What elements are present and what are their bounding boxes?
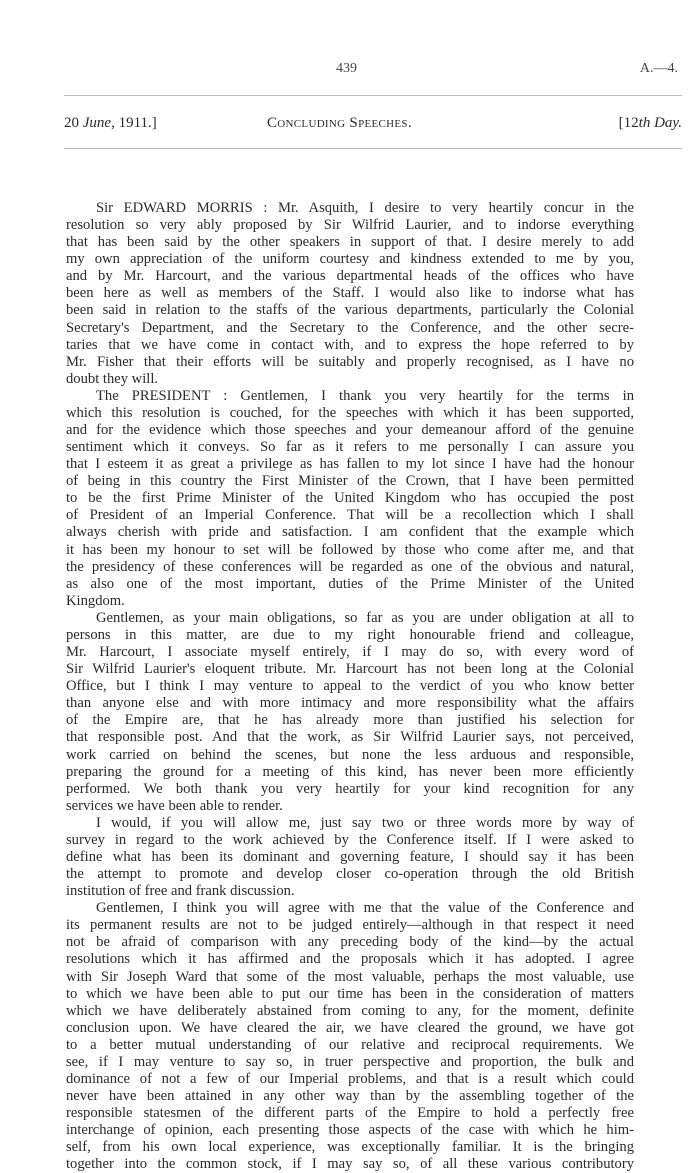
paragraph: [66, 610, 634, 815]
text-line: always cherish with pride and satisfaction. I am confident that the example which: [66, 524, 634, 541]
text-line: and by Mr. Harcourt, and the various departmental heads of the offices who have: [66, 268, 634, 285]
text-line: to be the first Prime Minister of the United Kingdom who has occupied the post: [66, 490, 634, 507]
text-line: interchange of opinion, each presenting those aspects of the case with which he him-: [66, 1122, 634, 1139]
text-line: the presidency of these conferences will be regarded as one of the obvious and natural,: [66, 558, 634, 575]
text-line: Gentlemen, as your main obligations, so far as you are under obligation at all to: [96, 609, 634, 626]
text-line: resolution so very ably proposed by Sir Wilfrid Laurier, and to indorse everything: [66, 217, 634, 234]
text-line: of being in this country the First Minister of the Crown, that I have been permitted: [66, 473, 634, 490]
text-line: Sir Wilfrid Laurier's eloquent tribute. Mr. Harcourt has not been long at the Colonial: [66, 661, 634, 678]
text-line: Sir EDWARD MORRIS : Mr. Asquith, I desire to very heartily concur in the: [96, 200, 634, 216]
text-line: sentiment which it conveys. So far as it refers to me personally I can assure you: [66, 439, 634, 456]
running-head-date: [64, 115, 157, 132]
header-rule-bottom: [64, 148, 682, 149]
text-line: to which we have been able to put our time has been in the consideration of matters: [66, 985, 634, 1002]
day-word: Day.: [650, 115, 682, 131]
text-line: services we have been able to render.: [66, 797, 283, 814]
running-head: [64, 115, 682, 135]
paper-reference: A.—4.: [639, 61, 678, 76]
page-number: 439: [336, 61, 357, 76]
text-line: that I esteem it as great a privilege as has fallen to my lot since I have had the honour: [66, 456, 634, 473]
text-line: persons in this matter, are due to my right honourable friend and colleague,: [66, 626, 634, 643]
running-head-day: [619, 115, 682, 132]
text-line: self, from his own local experience, was exceptionally familiar. It is the bringing: [66, 1139, 634, 1156]
text-line: that responsible post. And that the work, as Sir Wilfrid Laurier says, not perceived,: [66, 729, 634, 746]
text-line: define what has been its dominant and governing feature, I should say it has been: [66, 848, 634, 865]
text-line: not be afraid of comparison with any preceding body of the kind—by the actual: [66, 934, 634, 951]
header-rule-top: [64, 95, 682, 96]
text-line: I would, if you will allow me, just say two or three words more by way of: [96, 814, 634, 831]
text-line: work carried on behind the scenes, but none the less arduous and responsible,: [66, 746, 634, 763]
text-line: Mr. Fisher that their efforts will be suitably and properly recognised, as I have no: [66, 353, 634, 370]
text-line: institution of free and frank discussion.: [66, 883, 295, 900]
text-line: performed. We both thank you very heartily for your kind recognition for any: [66, 780, 634, 797]
text-line: it has been my honour to set will be followed by those who come after me, and that: [66, 541, 634, 558]
text-line: taries that we have come in contact with, and to express the hope referred to by: [66, 336, 634, 353]
text-line: see, if I may venture to say so, in truer perspective and proportion, the bulk and: [66, 1053, 634, 1070]
day-number: [12: [618, 115, 639, 131]
text-line: than anyone else and with more intimacy and more responsibility what the affairs: [66, 695, 634, 712]
text-line: been here as well as members of the Staff. I would also like to indorse what has: [66, 285, 634, 302]
text-line: of the Empire are, that he has already more than justified his selection for: [66, 712, 634, 729]
running-head-title: Concluding Speeches.: [267, 115, 412, 131]
text-line: Mr. Harcourt, I associate myself entirely, if I may do so, with every word of: [66, 644, 634, 661]
text-line: responsible statesmen of the different parts of the Empire to hold a perfectly free: [66, 1105, 634, 1122]
text-line: the attempt to promote and develop closer co-operation through the old British: [66, 866, 634, 883]
paragraph: [66, 900, 634, 1173]
text-line: together into the common stock, if I may say so, of all these various contributory: [66, 1156, 634, 1173]
text-line: as also one of the most important, duties of the Prime Minister of the United: [66, 575, 634, 592]
date-month: June: [82, 115, 112, 131]
text-line: never have been attained in any other way than by the assembling together of the: [66, 1088, 634, 1105]
text-line: to a better mutual understanding of our relative and reciprocal requirements. We: [66, 1036, 634, 1053]
day-suffix: th: [638, 115, 651, 131]
text-line: Office, but I think I may venture to appeal to the verdict of you who know better: [66, 678, 634, 695]
text-line: and for the evidence which those speeches and your demeanour afford of the genuine: [66, 422, 634, 439]
text-line: resolutions which it has affirmed and the proposals which it has adopted. I agree: [66, 951, 634, 968]
text-line: dominance of not a few of our Imperial problems, and that is a result which could: [66, 1070, 634, 1087]
paragraph: [66, 815, 634, 900]
text-line: The PRESIDENT : Gentlemen, I thank you very heartily for the terms in: [96, 387, 634, 404]
paragraph: [66, 388, 634, 610]
text-line: survey in regard to the work achieved by the Conference itself. If I were asked to: [66, 831, 634, 848]
text-line: Gentlemen, I think you will agree with me that the value of the Conference and: [96, 900, 634, 917]
text-line: which this resolution is couched, for the speeches with which it has been supported,: [66, 404, 634, 421]
text-line: been said in relation to the staffs of the various departments, particularly the Colonial: [66, 302, 634, 319]
date-day: 20: [64, 115, 79, 131]
text-line: Secretary's Department, and the Secretary to the Conference, and the other secre-: [66, 319, 634, 336]
text-line: my own appreciation of the uniform courtesy and kindness extended to me by you,: [66, 251, 634, 268]
text-line: conclusion upon. We have cleared the air, we have cleared the ground, we have got: [66, 1019, 634, 1036]
text-line: with Sir Joseph Ward that some of the most valuable, perhaps the most valuable, use: [66, 968, 634, 985]
paragraph: [66, 200, 634, 388]
text-line: its permanent results are not to be judged entirely—although in that respect it need: [66, 917, 634, 934]
text-line: Kingdom.: [66, 592, 125, 609]
body-text: [66, 200, 634, 1173]
text-line: which we have deliberately abstained from coming to any, for the moment, definite: [66, 1002, 634, 1019]
text-line: preparing the ground for a meeting of this kind, has never been more efficiently: [66, 763, 634, 780]
text-line: of President of an Imperial Conference. That will be a recollection which I shall: [66, 507, 634, 524]
date-year: , 1911.]: [111, 115, 157, 131]
text-line: that has been said by the other speakers in support of that. I desire merely to add: [66, 234, 634, 251]
text-line: doubt they will.: [66, 370, 159, 387]
